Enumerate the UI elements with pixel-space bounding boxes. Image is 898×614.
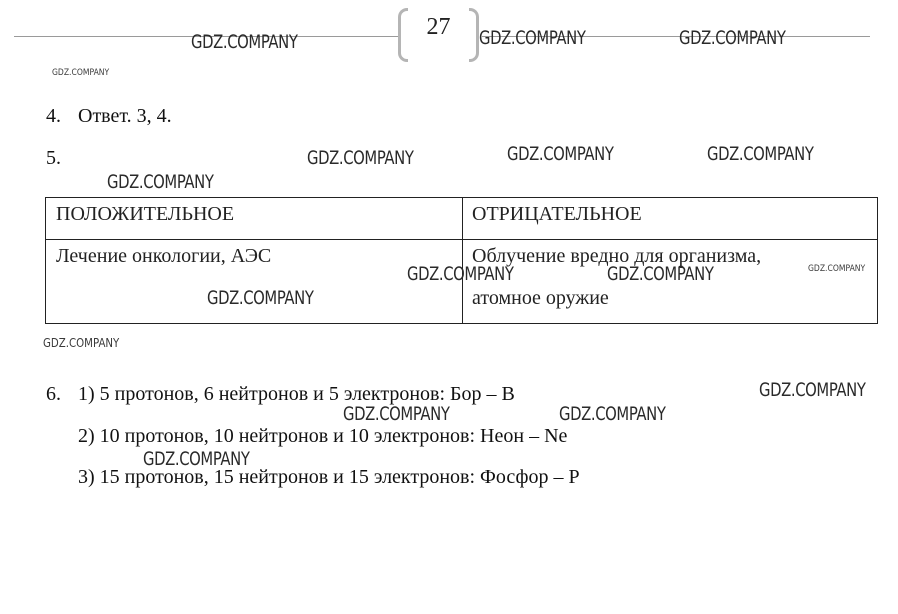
table-header-positive: ПОЛОЖИТЕЛЬНОЕ bbox=[56, 203, 235, 225]
watermark: GDZ.COMPANY bbox=[191, 31, 298, 53]
watermark: GDZ.COMPANY bbox=[207, 287, 314, 309]
watermark: GDZ.COMPANY bbox=[507, 143, 614, 165]
answer-6-item: 1) 5 протонов, 6 нейтронов и 5 электронов: Бор – B bbox=[78, 383, 515, 405]
watermark-small: GDZ.COMPANY bbox=[808, 264, 866, 274]
table-cell-negative-line-1: Облучение вредно для организма, bbox=[472, 245, 762, 267]
watermark: GDZ.COMPANY bbox=[679, 27, 786, 49]
answer-6-item: 2) 10 протонов, 10 нейтронов и 10 электронов: Неон – Ne bbox=[78, 425, 568, 447]
watermark: GDZ.COMPANY bbox=[343, 403, 450, 425]
watermark: GDZ.COMPANY bbox=[479, 27, 586, 49]
watermark: GDZ.COMPANY bbox=[107, 171, 214, 193]
page-number-bracket-left bbox=[398, 8, 408, 62]
watermark: GDZ.COMPANY bbox=[707, 143, 814, 165]
table-cell-positive: Лечение онкологии, АЭС bbox=[56, 245, 272, 267]
watermark: GDZ.COMPANY bbox=[307, 147, 414, 169]
answer-5-number: 5. bbox=[46, 147, 61, 169]
table-cell-negative-line-2: атомное оружие bbox=[472, 287, 609, 309]
page-number: 27 bbox=[426, 14, 451, 40]
watermark-small: GDZ.COMPANY bbox=[43, 336, 120, 350]
answer-4-number: 4. bbox=[46, 105, 61, 127]
table-column-divider bbox=[462, 198, 463, 323]
page-number-bracket-right bbox=[469, 8, 479, 62]
watermark-small: GDZ.COMPANY bbox=[52, 68, 110, 78]
answer-6-number: 6. bbox=[46, 383, 61, 405]
watermark: GDZ.COMPANY bbox=[407, 263, 514, 285]
watermark: GDZ.COMPANY bbox=[143, 448, 250, 470]
answer-4-text: Ответ. 3, 4. bbox=[78, 105, 172, 127]
watermark: GDZ.COMPANY bbox=[559, 403, 666, 425]
watermark: GDZ.COMPANY bbox=[607, 263, 714, 285]
table-header-negative: ОТРИЦАТЕЛЬНОЕ bbox=[472, 203, 642, 225]
answer-6-item: 3) 15 протонов, 15 нейтронов и 15 электронов: Фосфор – P bbox=[78, 466, 580, 488]
watermark: GDZ.COMPANY bbox=[759, 379, 866, 401]
answer-5-table bbox=[45, 197, 878, 324]
table-header-divider bbox=[46, 239, 877, 240]
